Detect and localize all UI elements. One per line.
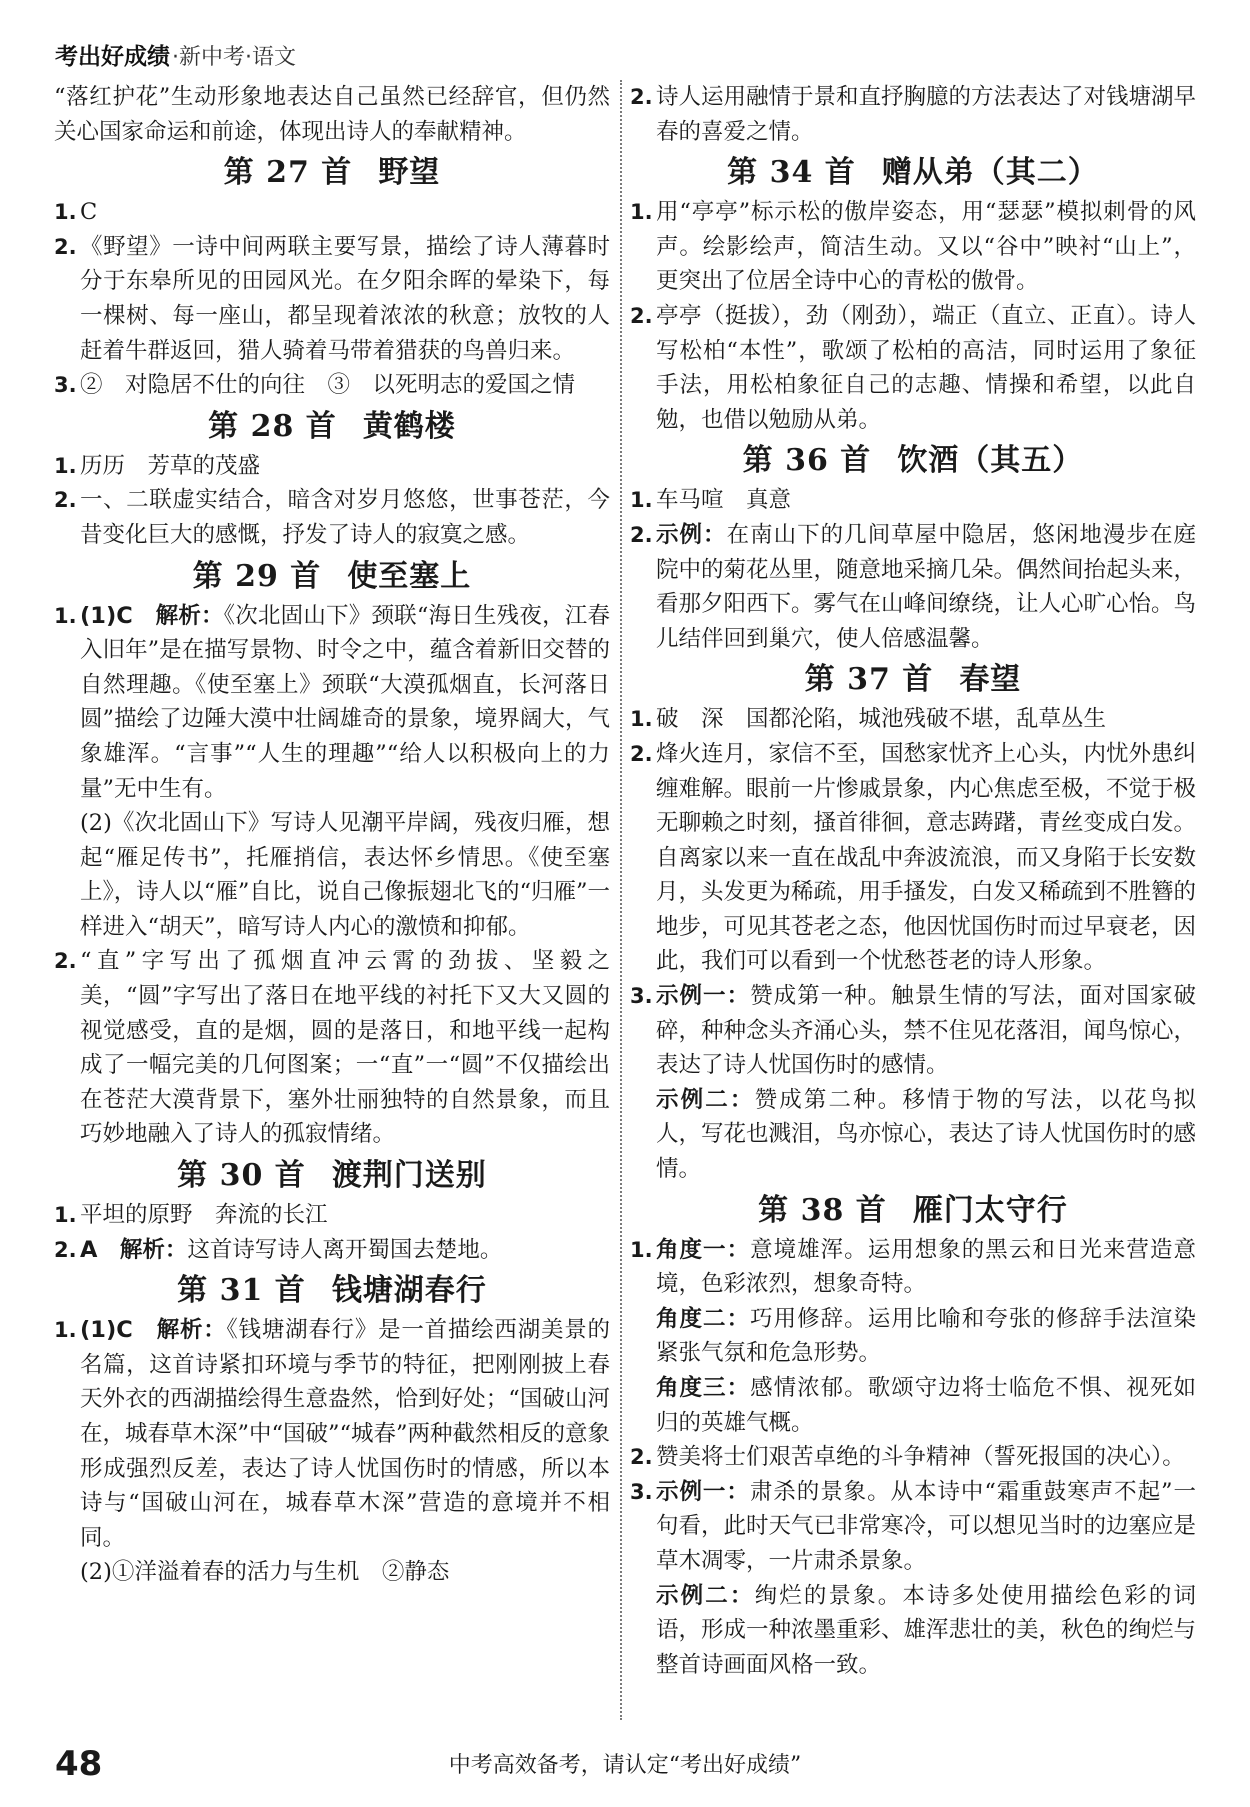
- item-number: 2.: [630, 303, 653, 328]
- answer-item: [630, 299, 1196, 437]
- section-heading: [630, 658, 1196, 702]
- answer-body: 意境雄浑。运用想象的黑云和日光来营造意境，色彩浓烈，想象奇特。: [656, 1236, 1196, 1298]
- poem-title: 饮酒（其五）: [897, 443, 1084, 479]
- answer-body: 《次北固山下》颈联“海日生残夜，江春入旧年”是在描写景物、时令之中，蕴含着新旧交替的自然理趣。《使至塞上》颈联“大漠孤烟直，长河落日圆”描绘了边陲大漠中壮阔雄奇的景象，境界阔大，气象雄浑。“言事”“人生的理趣”“给人以积极向上的力量”无中生有。: [80, 602, 610, 802]
- section-heading: [630, 151, 1196, 195]
- item-number: 2.: [630, 85, 653, 109]
- item-number: 1.: [54, 1318, 77, 1343]
- answer-item: [54, 483, 610, 552]
- answer-item: [54, 195, 610, 230]
- section-heading: [54, 1154, 610, 1198]
- answer-text: [80, 449, 610, 484]
- poem-number: 第 36 首: [742, 443, 872, 479]
- section-heading: [54, 555, 610, 599]
- page-number: 48: [55, 1744, 103, 1784]
- answer-text: [656, 195, 1196, 299]
- answer-body: ② 对隐居不仕的向往 ③ 以死明志的爱国之情: [80, 372, 576, 399]
- answer-body: 巧用修辞。运用比喻和夸张的修辞手法渲染紧张气氛和危急形势。: [656, 1305, 1196, 1367]
- answer-subitem: [630, 1302, 1196, 1371]
- footer-slogan: 中考高效备考，请认定“考出好成绩”: [448, 1753, 802, 1778]
- answer-item: [630, 80, 1196, 149]
- poem-number: 第 27 首: [223, 155, 353, 191]
- paragraph: “落红护花”生动形象地表达自己虽然已经辞官，但仍然关心国家命运和前途，体现出诗人的奉献精神。: [54, 84, 610, 145]
- item-number: 3.: [54, 373, 77, 398]
- answer-body: 这首诗写诗人离开蜀国去楚地。: [187, 1236, 503, 1263]
- section-heading: [54, 405, 610, 449]
- item-number: 1.: [630, 488, 653, 513]
- answer-item: [630, 195, 1196, 299]
- item-number: 1.: [54, 1203, 77, 1228]
- poem-title: 使至塞上: [347, 558, 472, 594]
- item-number: 1.: [54, 603, 77, 628]
- brand-title: 考出好成绩: [55, 44, 170, 70]
- answer-subitem: [54, 1555, 610, 1590]
- answer-subitem: [630, 1371, 1196, 1440]
- answer-body: 感情浓郁。歌颂守边将士临危不惧、视死如归的英雄气概。: [656, 1375, 1196, 1436]
- answer-label: 角度三：: [656, 1375, 751, 1401]
- item-number: 1.: [630, 1237, 653, 1262]
- answer-body: 赞美将士们艰苦卓绝的斗争精神（誓死报国的决心）。: [656, 1444, 1185, 1471]
- answer-item: [630, 702, 1196, 737]
- poem-number: 第 34 首: [727, 155, 856, 191]
- answer-label: 角度一：: [656, 1236, 751, 1263]
- answer-text: [80, 1313, 610, 1555]
- poem-title: 黄鹤楼: [362, 408, 456, 444]
- answer-item: [630, 483, 1196, 518]
- answer-body: 《钱塘湖春行》是一首描绘西湖美景的名篇，这首诗紧扣环境与季节的特征，把刚刚披上春天外衣的西湖描绘得生意盎然，恰到好处；“国破山河在，城春草木深”中“国破”“城春”两种截然相反的意象形成强烈反差，表达了诗人忧国伤时的情感，所以本诗与“国破山河在，城春草木深”营造的意境并不相同。: [80, 1317, 611, 1551]
- item-number: 2.: [630, 522, 653, 547]
- item-number: 3.: [630, 1479, 653, 1504]
- answer-label: 示例二：: [656, 1086, 755, 1113]
- answer-item: [630, 1475, 1196, 1579]
- answer-item: [54, 599, 610, 807]
- answer-body: 烽火连月，家信不至，国愁家忧齐上心头，内忧外患纠缠难解。眼前一片惨戚景象，内心焦虑至极，不觉于极无聊赖之时刻，搔首徘徊，意志踌躇，青丝变成白发。自离家以来一直在战乱中奔波流浪，而又身陷于长安数月，头发更为稀疏，用手搔发，白发又稀疏到不胜簪的地步，可见其苍老之态，他因忧国伤时而过早衰老，因此，我们可以看到一个忧愁苍老的诗人形象。: [656, 740, 1197, 975]
- answer-label: (1)C 解析：: [80, 1317, 227, 1344]
- answer-text: [656, 518, 1196, 656]
- answer-item: [54, 368, 610, 403]
- poem-number: 第 37 首: [804, 662, 934, 698]
- answer-item: [54, 230, 610, 368]
- answer-item: [630, 1233, 1196, 1302]
- answer-body: 赞成第一种。触景生情的写法，面对国家破碎，种种念头齐涌心头，禁不住见花落泪，闻鸟惊心，表达了诗人忧国伤时的感情。: [656, 983, 1197, 1079]
- answer-label: 示例一：: [656, 1478, 750, 1505]
- poem-title: 春望: [959, 662, 1022, 698]
- answer-text: [656, 737, 1196, 979]
- poem-title: 野望: [378, 155, 441, 191]
- answer-text: [656, 702, 1196, 737]
- answer-text: [656, 1440, 1196, 1475]
- answer-body: 诗人运用融情于景和直抒胸臆的方法表达了对钱塘湖早春的喜爱之情。: [656, 84, 1197, 145]
- item-number: 2.: [54, 488, 77, 513]
- poem-number: 第 31 首: [177, 1273, 306, 1309]
- answer-item: [630, 979, 1196, 1083]
- answer-body: “直”字写出了孤烟直冲云霄的劲拔、坚毅之美，“圆”字写出了落日在地平线的衬托下又大又圆的视觉感受，直的是烟，圆的是落日，和地平线一起构成了一幅完美的几何图案；一“直”一“圆”不仅描绘出在苍茫大漠背景下，塞外壮丽独特的自然景象，而且巧妙地融入了诗人的孤寂情绪。: [80, 948, 610, 1148]
- poem-number: 第 38 首: [758, 1192, 887, 1228]
- answer-body: 肃杀的景象。从本诗中“霜重鼓寒声不起”一句看，此时天气已非常寒冷，可以想见当时的边塞应是草木凋零，一片肃杀景象。: [656, 1478, 1197, 1574]
- poem-title: 赠从弟（其二）: [881, 155, 1099, 191]
- section-heading: [630, 1189, 1196, 1233]
- answer-item: [630, 737, 1196, 979]
- section-heading: [630, 439, 1196, 483]
- answer-item: [54, 944, 610, 1152]
- poem-number: 第 29 首: [192, 558, 322, 594]
- answer-text: [80, 368, 610, 403]
- item-number: 2.: [54, 1237, 77, 1262]
- item-number: 1.: [54, 200, 77, 225]
- item-number: 2.: [54, 234, 77, 259]
- section-heading: [54, 1269, 610, 1313]
- answer-body: (2)《次北固山下》写诗人见潮平岸阔，残夜归雁，想起“雁足传书”，托雁捎信，表达怀乡情思。《使至塞上》，诗人以“雁”自比，说自己像振翅北飞的“归雁”一样进入“胡天”，暗写诗人内心的激愤和抑郁。: [80, 810, 610, 940]
- answer-item: [54, 1313, 610, 1555]
- answer-subitem: [630, 1083, 1196, 1187]
- answer-subitem: [54, 806, 610, 944]
- item-number: 1.: [630, 707, 653, 732]
- answer-body: 绚烂的景象。本诗多处使用描绘色彩的词语，形成一种浓墨重彩、雄浑悲壮的美，秋色的绚烂与整首诗画面风格一致。: [656, 1582, 1197, 1678]
- section-heading: [54, 151, 610, 195]
- item-number: 1.: [630, 200, 653, 225]
- answer-label: (1)C 解析：: [80, 602, 224, 629]
- answer-item: [630, 1440, 1196, 1475]
- item-number: 1.: [54, 453, 77, 478]
- answer-body: 平坦的原野 奔流的长江: [80, 1202, 328, 1229]
- answer-text: [80, 944, 610, 1152]
- answer-body: 历历 芳草的茂盛: [80, 452, 261, 479]
- answer-label: 角度二：: [656, 1305, 751, 1332]
- answer-item: [54, 1198, 610, 1233]
- answer-body: 亭亭（挺拔），劲（刚劲），端正（直立、正直）。诗人写松柏“本性”，歌颂了松柏的高洁，同时运用了象征手法，用松柏象征自己的志趣、情操和希望，以此自勉，也借以勉励从弟。: [656, 302, 1196, 433]
- answer-body: 用“亭亭”标示松的傲岸姿态，用“瑟瑟”模拟刺骨的风声。绘影绘声，简洁生动。又以“谷中”映衬“山上”，更突出了位居全诗中心的青松的傲骨。: [656, 199, 1196, 295]
- answer-label: A 解析：: [80, 1236, 188, 1263]
- item-number: 2.: [630, 1445, 653, 1470]
- answer-label: 示例二：: [656, 1582, 755, 1609]
- answer-text: [656, 299, 1196, 437]
- answer-text: [656, 1233, 1196, 1302]
- left-column: [54, 80, 610, 1590]
- answer-text: [80, 230, 610, 368]
- answer-text: [656, 979, 1196, 1083]
- column-divider: [620, 80, 622, 1720]
- answer-item: [54, 1233, 610, 1268]
- answer-item: [630, 518, 1196, 656]
- poem-number: 第 30 首: [177, 1158, 306, 1194]
- answer-text: [656, 1475, 1196, 1579]
- answer-body: (2)①洋溢着春的活力与生机 ②静态: [80, 1559, 450, 1586]
- page-header: [55, 38, 296, 74]
- answer-body: 在南山下的几间草屋中隐居，悠闲地漫步在庭院中的菊花丛里，随意地采摘几朵。偶然间抬起头来，看那夕阳西下。雾气在山峰间缭绕，让人心旷心怡。鸟儿结伴回到巢穴，使人倍感温馨。: [656, 521, 1197, 652]
- answer-text: [656, 80, 1196, 149]
- answer-body: 赞成第二种。移情于物的写法，以花鸟拟人，写花也溅泪，鸟亦惊心，表达了诗人忧国伤时的感情。: [656, 1086, 1197, 1183]
- answer-body: 车马喧 真意: [656, 487, 792, 514]
- item-number: 2.: [54, 949, 77, 974]
- answer-text: [80, 195, 610, 230]
- poem-number: 第 28 首: [208, 408, 337, 444]
- answer-text: [80, 483, 610, 552]
- poem-title: 钱塘湖春行: [331, 1273, 487, 1309]
- brand-subtitle: ·新中考·语文: [172, 45, 296, 70]
- answer-body: C: [80, 199, 98, 226]
- answer-text: [80, 1198, 610, 1233]
- answer-text: [656, 483, 1196, 518]
- answer-text: [80, 599, 610, 807]
- answer-text: [80, 1233, 610, 1268]
- poem-title: 雁门太守行: [912, 1192, 1068, 1228]
- item-number: 2.: [630, 741, 653, 766]
- answer-body: 破 深 国都沦陷，城池残破不堪，乱草丛生: [656, 706, 1107, 733]
- right-column: [630, 80, 1196, 1682]
- answer-body: 一、二联虚实结合，暗含对岁月悠悠，世事苍茫，今昔变化巨大的感慨，抒发了诗人的寂寞之感。: [80, 487, 610, 548]
- answer-subitem: [630, 1579, 1196, 1683]
- answer-label: 示例一：: [656, 983, 751, 1010]
- answer-label: 示例：: [656, 521, 727, 548]
- answer-item: [54, 449, 610, 484]
- poem-title: 渡荆门送别: [331, 1158, 487, 1194]
- answer-body: 《野望》一诗中间两联主要写景，描绘了诗人薄暮时分于东皋所见的田园风光。在夕阳余晖的晕染下，每一棵树、每一座山，都呈现着浓浓的秋意；放牧的人赶着牛群返回，猎人骑着马带着猎获的鸟兽归来。: [80, 233, 610, 364]
- item-number: 3.: [630, 984, 653, 1009]
